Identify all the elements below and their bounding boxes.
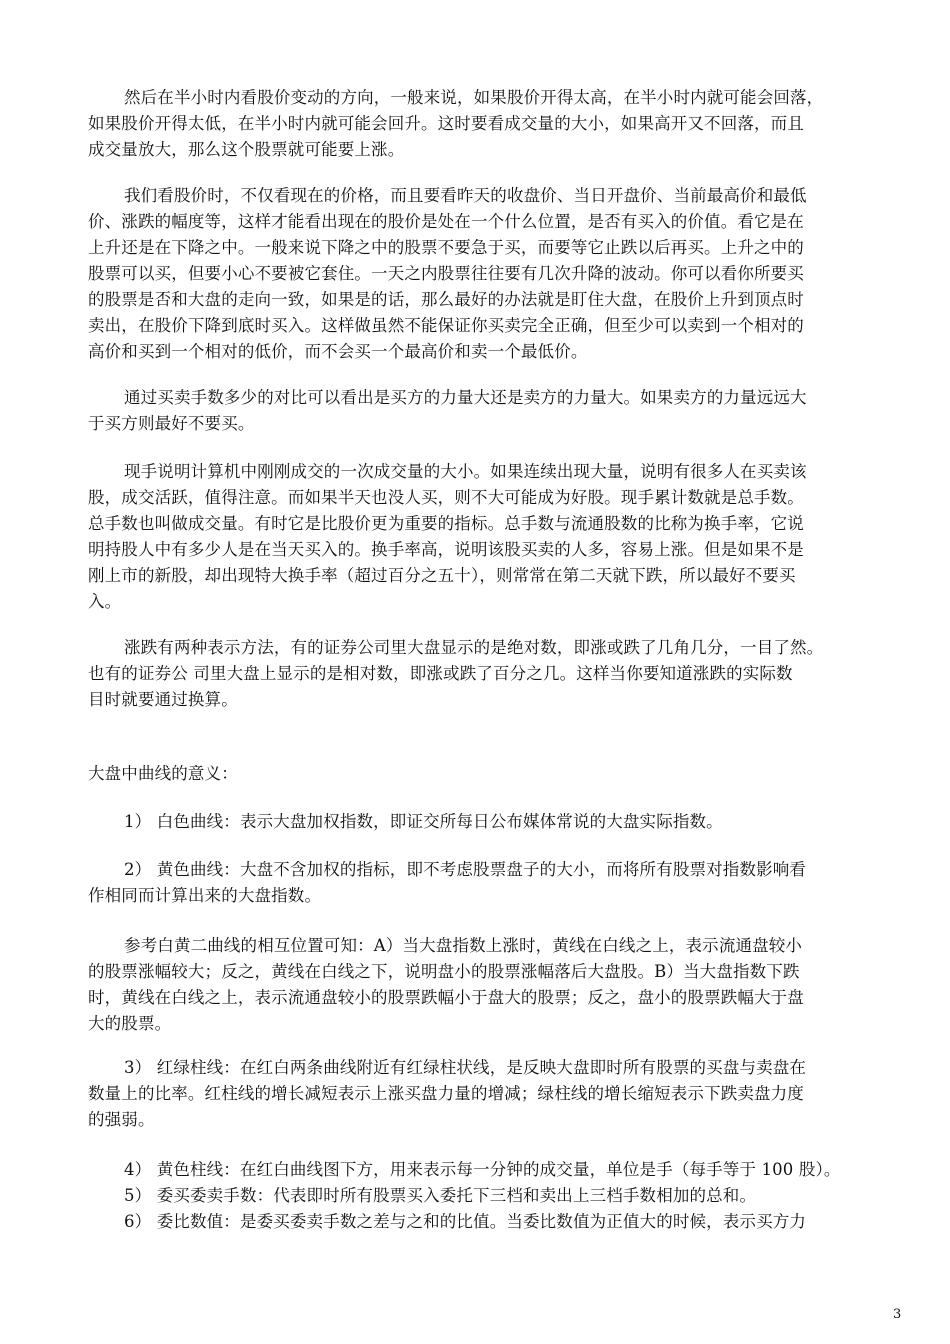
text-line: 股，成交活跃，值得注意。而如果半天也没人买，则不大可能成为好股。现手累计数就是总手数。 (88, 488, 804, 507)
text-line: 数量上的比率。红柱线的增长减短表示上涨买盘力量的增减；绿柱线的增长缩短表示下跌卖盘力度 (88, 1084, 804, 1103)
text-line: 明持股人中有多少人是在当天买入的。换手率高，说明该股买卖的人多，容易上涨。但是如果不是 (88, 540, 804, 559)
text-line: 大的股票。 (88, 1014, 172, 1033)
list-item: 3） 红绿柱线：在红白两条曲线附近有红绿柱状线，是反映大盘即时所有股票的买盘与卖盘在 (124, 1058, 807, 1077)
text-line: 如果股价开得太低，在半小时内就可能会回升。这时要看成交量的大小，如果高开又不回落，而且 (88, 114, 804, 133)
page-number: 3 (893, 1307, 902, 1322)
text-line: 卖出，在股价下降到底时买入。这样做虽然不能保证你买卖完全正确，但至少可以卖到一个相对的 (88, 316, 804, 335)
text-line: 的股票是否和大盘的走向一致，如果是的话，那么最好的办法就是盯住大盘，在股价上升到顶点时 (88, 290, 804, 309)
text-line: 上升还是在下降之中。一般来说下降之中的股票不要急于买，而要等它止跌以后再买。上升之中的 (88, 238, 804, 257)
list-item: 6） 委比数值：是委买委卖手数之差与之和的比值。当委比数值为正值大的时候，表示买方力 (124, 1212, 807, 1231)
text-line: 刚上市的新股，却出现特大换手率（超过百分之五十），则常常在第二天就下跌，所以最好不要买 (88, 566, 796, 585)
section-heading: 大盘中曲线的意义： (88, 764, 238, 783)
text-line: 时，黄线在白线之上，表示流通盘较小的股票跌幅小于盘大的股票；反之，盘小的股票跌幅大于盘 (88, 988, 804, 1007)
text-line: 于买方则最好不要买。 (88, 414, 255, 433)
text-line: 入。 (88, 592, 122, 611)
list-item: 5） 委买委卖手数：代表即时所有股票买入委托下三档和卖出上三档手数相加的总和。 (124, 1186, 757, 1205)
text-line: 现手说明计算机中刚刚成交的一次成交量的大小。如果连续出现大量，说明有很多人在买卖该 (124, 462, 807, 481)
text-line: 目时就要通过换算。 (88, 690, 238, 709)
text-line: 也有的证券公 司里大盘上显示的是相对数，即涨或跌了百分之几。这样当你要知道涨跌的实际数 (88, 664, 793, 683)
text-line: 然后在半小时内看股价变动的方向，一般来说，如果股价开得太高，在半小时内就可能会回落， (124, 88, 824, 107)
text-line: 的股票涨幅较大；反之，黄线在白线之下，说明盘小的股票涨幅落后大盘股。B）当大盘指数下跌 (88, 962, 800, 981)
text-line: 我们看股价时，不仅看现在的价格，而且要看昨天的收盘价、当日开盘价、当前最高价和最低 (124, 186, 807, 205)
text-line: 总手数也叫做成交量。有时它是比股价更为重要的指标。总手数与流通股数的比称为换手率，它说 (88, 514, 804, 533)
text-line: 高价和买到一个相对的低价，而不会买一个最高价和卖一个最低价。 (88, 342, 588, 361)
list-item: 2） 黄色曲线：大盘不含加权的指标，即不考虑股票盘子的大小，而将所有股票对指数影响看 (124, 860, 807, 879)
text-line: 价、涨跌的幅度等，这样才能看出现在的股价是处在一个什么位置，是否有买入的价值。看它是在 (88, 212, 804, 231)
text-line: 的强弱。 (88, 1110, 155, 1129)
text-line: 参考白黄二曲线的相互位置可知：A）当大盘指数上涨时，黄线在白线之上，表示流通盘较小 (124, 936, 803, 955)
list-item: 1） 白色曲线：表示大盘加权指数，即证交所每日公布媒体常说的大盘实际指数。 (124, 812, 723, 831)
list-item: 4） 黄色柱线：在红白曲线图下方，用来表示每一分钟的成交量，单位是手（每手等于 100 股）。 (124, 1160, 841, 1179)
text-line: 作相同而计算出来的大盘指数。 (88, 886, 322, 905)
text-line: 股票可以买，但要小心不要被它套住。一天之内股票往往要有几次升降的波动。你可以看你所要买 (88, 264, 804, 283)
text-line: 成交量放大，那么这个股票就可能要上涨。 (88, 140, 405, 159)
text-line: 涨跌有两种表示方法，有的证券公司里大盘显示的是绝对数，即涨或跌了几角几分，一目了然。 (124, 638, 824, 657)
text-line: 通过买卖手数多少的对比可以看出是买方的力量大还是卖方的力量大。如果卖方的力量远远大 (124, 388, 807, 407)
